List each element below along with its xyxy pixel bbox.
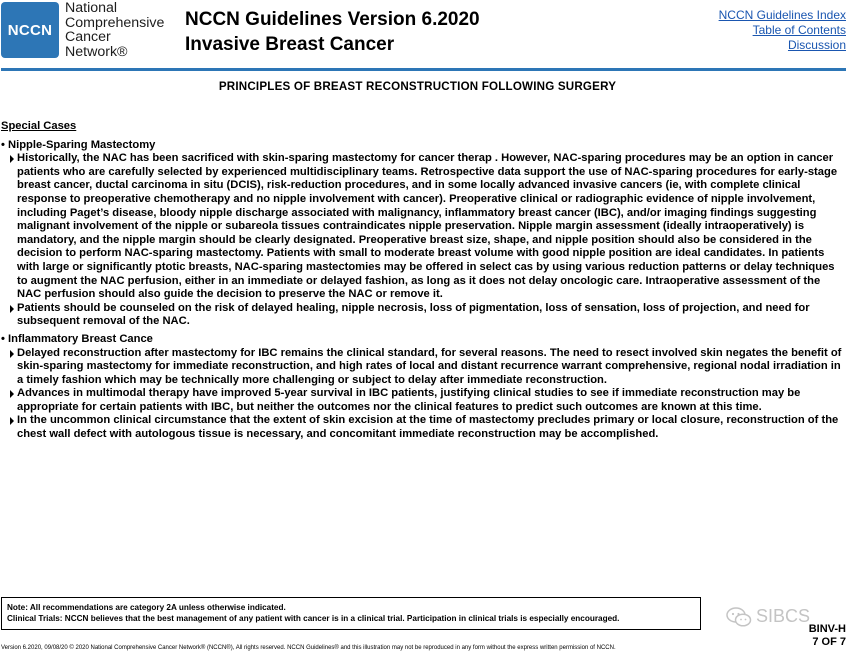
org-name-line: National bbox=[65, 0, 118, 16]
organization-name bbox=[65, 1, 164, 59]
bullet-arrow-icon bbox=[10, 417, 14, 425]
item-text: In the uncommon clinical circumstance that the extent of skin excision at the time of mastectomy precludes primary or local closure, reconstruction of the chest wall defect with autologous tissue is necessary, and concomitant immediate reconstruction may be accomplished. bbox=[17, 414, 839, 441]
item-text: Delayed reconstruction after mastectomy for IBC remains the clinical standard, for several reasons. The need to resect involved skin negates the benefit of skin-sparing mastectomy for immediate reconstruction, and high rates of local and distant recurrence warrant comprehensive, regional nodal irradiation in a timely fashion which may be technically more challenging or subject to delay after immediate reconstruction. bbox=[17, 346, 842, 386]
page-code: BINV-H bbox=[808, 623, 846, 635]
bullet-arrow-icon bbox=[10, 390, 14, 398]
logo-text: NCCN bbox=[7, 21, 53, 39]
watermark-text: SIBCS bbox=[756, 606, 811, 626]
guidelines-index-link[interactable]: NCCN Guidelines Index bbox=[718, 8, 846, 22]
document-title bbox=[185, 7, 480, 57]
bullet-arrow-icon bbox=[10, 155, 14, 163]
navigation-links bbox=[719, 8, 846, 53]
header-divider bbox=[1, 68, 846, 71]
list-item bbox=[1, 347, 847, 388]
bullet-arrow-icon bbox=[10, 305, 14, 313]
case-heading-inflammatory: • Inflammatory Breast Cance bbox=[1, 333, 847, 347]
guideline-topic: Invasive Breast Cancer bbox=[185, 34, 395, 55]
wechat-icon bbox=[726, 607, 752, 627]
page-number: 7 OF 7 bbox=[812, 636, 846, 648]
note-box bbox=[1, 597, 701, 630]
item-text: Patients should be counseled on the risk of delayed healing, nipple necrosis, loss of pigmentation, loss of sensation, loss of projection, and need for subsequent removal of the NAC. bbox=[17, 301, 810, 328]
page-heading: PRINCIPLES OF BREAST RECONSTRUCTION FOLLOWING SURGERY bbox=[218, 80, 617, 93]
case-heading-nipple-sparing: • Nipple-Sparing Mastectomy bbox=[1, 139, 847, 153]
list-item bbox=[1, 387, 847, 414]
category-note: Note: All recommendations are category 2A unless otherwise indicated. bbox=[7, 603, 286, 612]
watermark bbox=[726, 606, 810, 627]
list-item bbox=[1, 302, 847, 329]
clinical-trials-note: Clinical Trials: NCCN believes that the best management of any patient with cancer is in a clinical trial. Participation in clinical trials is especially encouraged. bbox=[7, 614, 620, 623]
bullet-arrow-icon bbox=[10, 350, 14, 358]
list-item bbox=[1, 414, 847, 441]
guideline-version: NCCN Guidelines Version 6.2020 bbox=[185, 9, 480, 30]
copyright-footer: Version 6.2020, 09/08/20 © 2020 National Comprehensive Cancer Network® (NCCN®), All rights reserved. NCCN Guidelines® and this illustration may not be reproduced in any form without the express written permission of NCCN. bbox=[1, 645, 616, 651]
special-cases-content bbox=[1, 120, 847, 442]
section-title: Special Cases bbox=[1, 120, 77, 132]
item-text: Historically, the NAC has been sacrificed with skin-sparing mastectomy for cancer therap . However, NAC-sparing procedures may be an option in cancer patients who are carefully selected by experienced multidisciplinary teams. Retrospective data support the use of NAC-sparing procedures for early-stage breast cancer, ductal carcinoma in situ (DCIS), risk-reduction procedures, and in some locally advanced invasive cancers (ie, with complete clinical response to preoperative chemotherapy and no nipple involvement with cancer). Preoperative clinical or radiographic evidence of nipple involvement, including Paget’s disease, bloody nipple discharge associated with malignancy, inflammatory breast cancer (IBC), and/or imaging findings suggesting malignant involvement of the nipple or subareola tissues contraindicates nipple preservation. Nipple margin assessment (ideally intraoperatively) is mandatory, and the nipple margin should be clearly designated. Preoperative breast size, shape, and nipple position should also be considered in the decision to perform NAC-sparing mastectomy. Patients with small to moderate breast volume with good nipple position are ideal candidates. In patients with large or significantly ptotic breasts, NAC-sparing mastectomies may be offered in select cas by using various reduction patterns or delay techniques to augment the NAC perfusion, either in an immediate or delayed fashion, as long as it does not delay oncologic care. Intraoperative assessment of the NAC perfusion should also guide the decision to preserve the NAC or remove it. bbox=[17, 152, 838, 301]
org-name-line: Network® bbox=[65, 43, 128, 60]
org-name-line: Cancer bbox=[65, 29, 111, 46]
page-identifier bbox=[809, 623, 846, 649]
org-name-line: Comprehensive bbox=[65, 14, 165, 31]
item-text: Advances in multimodal therapy have improved 5-year survival in IBC patients, justifying clinical studies to see if immediate reconstruction may be appropriate for certain patients with IBC, but neither the outcomes nor the clinical features to predict such outcomes are known at this time. bbox=[17, 387, 801, 413]
discussion-link[interactable]: Discussion bbox=[787, 38, 846, 52]
list-item bbox=[1, 152, 847, 302]
nccn-logo bbox=[1, 2, 59, 58]
table-of-contents-link[interactable]: Table of Contents bbox=[752, 23, 846, 37]
